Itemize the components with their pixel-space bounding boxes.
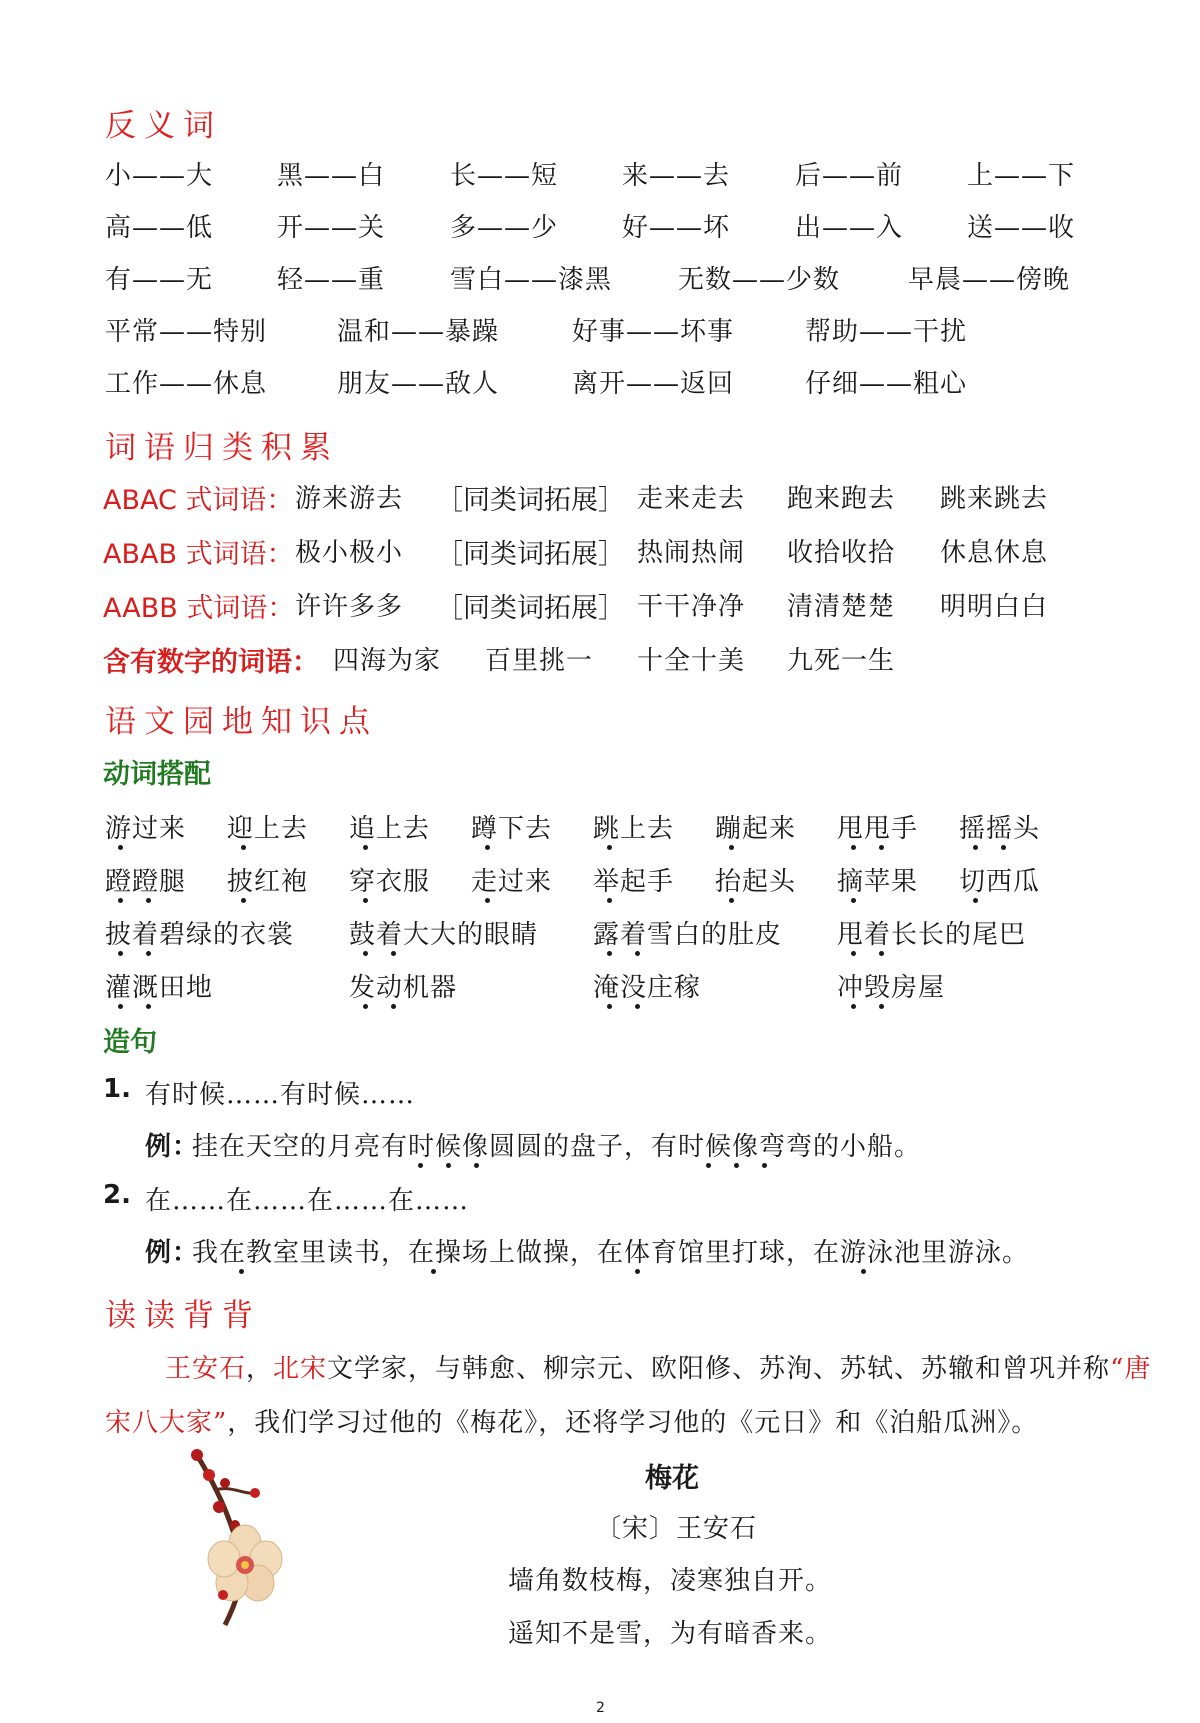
verb-phrase: 披红袍 <box>227 867 309 897</box>
verb-phrase: 露着雪白的肚皮 <box>593 920 783 950</box>
expand-word: 跑来跑去 <box>787 484 896 514</box>
reading-intro-line2 <box>105 1402 1038 1439</box>
dot-row <box>0 898 1200 906</box>
antonym-pair: 好——坏 <box>622 213 731 243</box>
sentence-number: 2. <box>103 1180 131 1210</box>
number-word: 四海为家 <box>333 646 442 676</box>
verb-phrase: 蹲下去 <box>471 814 553 844</box>
expand-label: ［同类词拓展］ <box>436 485 625 516</box>
example-sentence: 挂在天空的月亮有时候像圆圆的盘子，有时候像弯弯的小船。 <box>192 1132 922 1162</box>
page-number: 2 <box>596 1700 605 1716</box>
antonym-pair: 朋友——敌人 <box>337 369 500 399</box>
plum-blossom-illustration <box>185 1445 295 1630</box>
example-sentence: 我在教室里读书，在操场上做操，在体育馆里打球，在游泳池里游泳。 <box>192 1238 1030 1268</box>
dot-row <box>0 1269 1200 1277</box>
pattern-label: ABAC 式词语： <box>103 485 294 516</box>
author-dynasty: 北宋 <box>273 1354 328 1384</box>
sentence-number: 1. <box>103 1074 131 1104</box>
garden-title: 语文园地知识点 <box>105 704 378 740</box>
verb-phrase: 穿衣服 <box>349 867 431 897</box>
expand-label: ［同类词拓展］ <box>436 593 625 624</box>
antonym-pair: 长——短 <box>450 161 559 191</box>
antonyms-title: 反义词 <box>105 108 222 144</box>
expand-word: 休息休息 <box>940 538 1049 568</box>
pattern-example: 游来游去 <box>295 484 404 514</box>
sentence-pattern: 在……在……在……在…… <box>145 1186 470 1216</box>
pattern-label: ABAB 式词语： <box>103 539 294 570</box>
antonym-pair: 有——无 <box>105 265 214 295</box>
expand-label: ［同类词拓展］ <box>436 539 625 570</box>
antonym-pair: 小——大 <box>105 161 214 191</box>
expand-word: 热闹热闹 <box>637 538 746 568</box>
antonym-pair: 仔细——粗心 <box>805 369 968 399</box>
dot-row <box>0 1163 1200 1171</box>
sentences-subtitle: 造句 <box>103 1027 157 1058</box>
verb-phrase: 蹬蹬腿 <box>105 867 187 897</box>
verb-phrase: 迎上去 <box>227 814 309 844</box>
expand-word: 干干净净 <box>637 592 746 622</box>
verb-phrase: 甩着长长的尾巴 <box>837 920 1027 950</box>
verb-phrase: 甩甩手 <box>837 814 919 844</box>
sentence-pattern: 有时候……有时候…… <box>145 1080 416 1110</box>
expand-word: 跳来跳去 <box>940 484 1049 514</box>
pattern-example: 极小极小 <box>295 538 404 568</box>
verb-phrase: 披着碧绿的衣裳 <box>105 920 295 950</box>
antonym-pair: 上——下 <box>967 161 1076 191</box>
antonym-pair: 帮助——干扰 <box>805 317 968 347</box>
verb-phrase: 摇摇头 <box>959 814 1041 844</box>
antonym-pair: 好事——坏事 <box>572 317 735 347</box>
number-word: 百里挑一 <box>485 646 594 676</box>
antonym-pair: 离开——返回 <box>572 369 735 399</box>
antonym-pair: 无数——少数 <box>678 265 841 295</box>
intro-comma: ， <box>246 1354 274 1384</box>
antonym-pair: 送——收 <box>967 213 1076 243</box>
verb-phrase: 跳上去 <box>593 814 675 844</box>
expand-word: 走来走去 <box>637 484 746 514</box>
eight-masters-a: “唐 <box>1110 1354 1152 1384</box>
verb-phrase: 切西瓜 <box>959 867 1041 897</box>
verb-phrase: 走过来 <box>471 867 553 897</box>
antonym-pair: 黑——白 <box>277 161 386 191</box>
verb-phrase: 灌溉田地 <box>105 973 214 1003</box>
eight-masters-b: 宋八大家” <box>105 1408 228 1438</box>
expand-word: 清清楚楚 <box>787 592 896 622</box>
poem-author: 〔宋〕王安石 <box>595 1514 758 1544</box>
expand-word: 明明白白 <box>940 592 1049 622</box>
number-words-label: 含有数字的词语： <box>103 647 319 678</box>
example-label: 例： <box>145 1238 200 1268</box>
classify-title: 词语归类积累 <box>105 430 339 466</box>
expand-word: 收拾收拾 <box>787 538 896 568</box>
verb-phrase: 抬起头 <box>715 867 797 897</box>
reading-intro-line1 <box>165 1348 1151 1385</box>
antonym-pair: 雪白——漆黑 <box>450 265 613 295</box>
poem-line-1: 墙角数枝梅，凌寒独自开。 <box>508 1566 833 1596</box>
dot-row <box>0 1004 1200 1012</box>
pattern-example: 许许多多 <box>295 592 404 622</box>
antonym-pair: 温和——暴躁 <box>337 317 500 347</box>
antonym-pair: 多——少 <box>450 213 559 243</box>
antonym-pair: 开——关 <box>277 213 386 243</box>
antonym-pair: 早晨——傍晚 <box>908 265 1071 295</box>
dot-row <box>0 845 1200 853</box>
verb-phrase: 游过来 <box>105 814 187 844</box>
antonym-pair: 轻——重 <box>277 265 386 295</box>
verb-phrase: 淹没庄稼 <box>593 973 702 1003</box>
verbs-subtitle: 动词搭配 <box>103 759 211 790</box>
antonym-pair: 出——入 <box>795 213 904 243</box>
dot-row <box>0 951 1200 959</box>
verb-phrase: 追上去 <box>349 814 431 844</box>
reading-title: 读读背背 <box>105 1298 261 1334</box>
verb-phrase: 冲毁房屋 <box>837 973 946 1003</box>
example-label: 例： <box>145 1132 200 1162</box>
antonym-pair: 工作——休息 <box>105 369 268 399</box>
antonym-pair: 高——低 <box>105 213 214 243</box>
pattern-label: AABB 式词语： <box>103 593 295 624</box>
verb-phrase: 蹦起来 <box>715 814 797 844</box>
number-word: 十全十美 <box>637 646 746 676</box>
verb-phrase: 举起手 <box>593 867 675 897</box>
intro-text: 文学家，与韩愈、柳宗元、欧阳修、苏洵、苏轼、苏辙和曾巩并称 <box>327 1354 1111 1384</box>
verb-phrase: 鼓着大大的眼睛 <box>349 920 539 950</box>
verb-phrase: 摘苹果 <box>837 867 919 897</box>
verb-phrase: 发动机器 <box>349 973 458 1003</box>
antonym-pair: 后——前 <box>795 161 904 191</box>
antonym-pair: 平常——特别 <box>105 317 268 347</box>
antonym-pair: 来——去 <box>622 161 731 191</box>
author-name: 王安石 <box>165 1354 247 1384</box>
intro-text: ，我们学习过他的《梅花》，还将学习他的《元日》和《泊船瓜洲》。 <box>227 1408 1039 1438</box>
poem-title: 梅花 <box>645 1463 699 1494</box>
poem-line-2: 遥知不是雪，为有暗香来。 <box>508 1619 833 1649</box>
number-word: 九死一生 <box>787 646 896 676</box>
